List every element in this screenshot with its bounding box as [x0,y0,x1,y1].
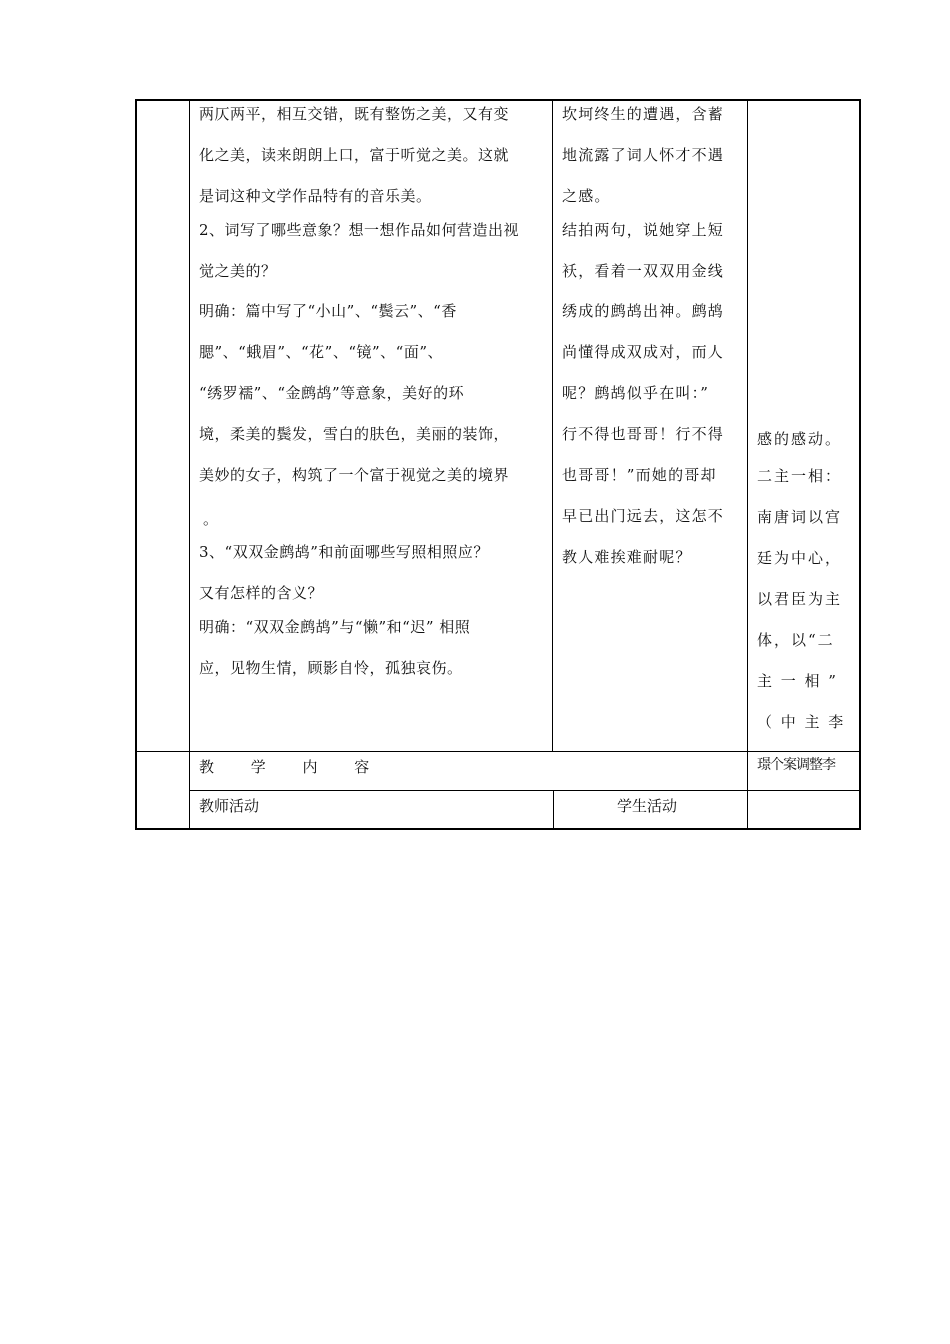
teacher-activity-header: 教师活动 [199,797,260,815]
teacher-text-line: 觉之美的？ [199,262,277,280]
row-divider-footer [135,751,861,752]
notes-text-line: 感的感动。 [757,430,843,448]
student-activity-text [562,103,744,603]
student-text-line: 地流露了词人怀才不遇 [562,146,725,164]
student-text-line: 之感。 [562,187,611,205]
teacher-text-line: 腮”、“蛾眉”、“花”、“镜”、“面”、 [199,343,444,361]
teacher-text-line: 3、“双双金鹧鸪”和前面哪些写照相照应？ [199,543,489,561]
teacher-text-line: 明确：“双双金鹧鸪”与“懒”和“迟” 相照 [199,618,471,636]
student-text-line: 结拍两句，说她穿上短 [562,221,725,239]
notes-text-line: 南唐词以宫 [757,508,843,526]
teacher-text-line: “绣罗襦”、“金鹧鸪”等意象，美好的环 [199,384,465,402]
column-divider-1 [189,99,190,830]
column-divider-3 [747,99,748,830]
teaching-content-label: 教 学 内 容 [199,758,386,776]
notes-text-line: （ 中 主 李 [757,713,846,731]
notes-text-line: 廷为中心， [757,549,843,567]
teacher-text-line: 应，见物生情，顾影自怜，孤独哀伤。 [199,659,463,677]
student-text-line: 袄，看着一双双用金线 [562,262,725,280]
student-activity-header: 学生活动 [617,797,678,815]
teacher-activity-text [199,103,547,743]
notes-column-text [757,428,857,748]
notes-text-line: 以君臣为主 [757,590,843,608]
table-left-border [135,99,137,830]
student-text-line: 也哥哥！”而她的哥却 [562,466,717,484]
teacher-text-line: 美妙的女子，构筑了一个富于视觉之美的境界 [199,466,510,484]
teacher-text-line: 明确：篇中写了“小山”、“鬓云”、“香 [199,302,457,320]
notes-text-line: 体，以“二 [757,631,835,649]
student-text-line: 坎坷终生的遭遇，含蓄 [562,105,725,123]
student-text-line: 行不得也哥哥！行不得 [562,425,725,443]
teacher-text-line: 两仄两平，相互交错，既有整饬之美，又有变 [199,105,510,123]
teacher-text-line: 2、词写了哪些意象？想一想作品如何营造出视 [199,221,520,239]
student-text-line: 呢？鹧鸪似乎在叫：” [562,384,710,402]
teacher-text-line: 境，柔美的鬓发，雪白的肤色，美丽的装饰， [199,425,510,443]
teacher-text-line: 又有怎样的含义？ [199,584,324,602]
column-divider-2 [552,99,553,752]
student-text-line: 早已出门远去，这怎不 [562,507,725,525]
student-text-line: 绣成的鹧鸪出神。鹧鸪 [562,302,725,320]
table-bottom-border [135,828,861,830]
notes-text-line: 二主一相： [757,467,843,485]
student-text-line: 教人难挨难耐呢？ [562,548,692,566]
teacher-text-line: 是词这种文学作品特有的音乐美。 [199,187,432,205]
teacher-text-line: 化之美，读来朗朗上口，富于听觉之美。这就 [199,146,510,164]
notes-overlap-text: 璟个案调整李 [757,757,835,773]
row-divider-activities [189,790,861,791]
column-divider-2-lower [553,790,554,830]
notes-text-line: 主 一 相 ” [757,672,838,690]
student-text-line: 尚懂得成双成对，而人 [562,343,725,361]
teacher-text-line: 。 [203,510,219,528]
table-right-border [859,99,861,830]
table-top-border [135,99,861,101]
